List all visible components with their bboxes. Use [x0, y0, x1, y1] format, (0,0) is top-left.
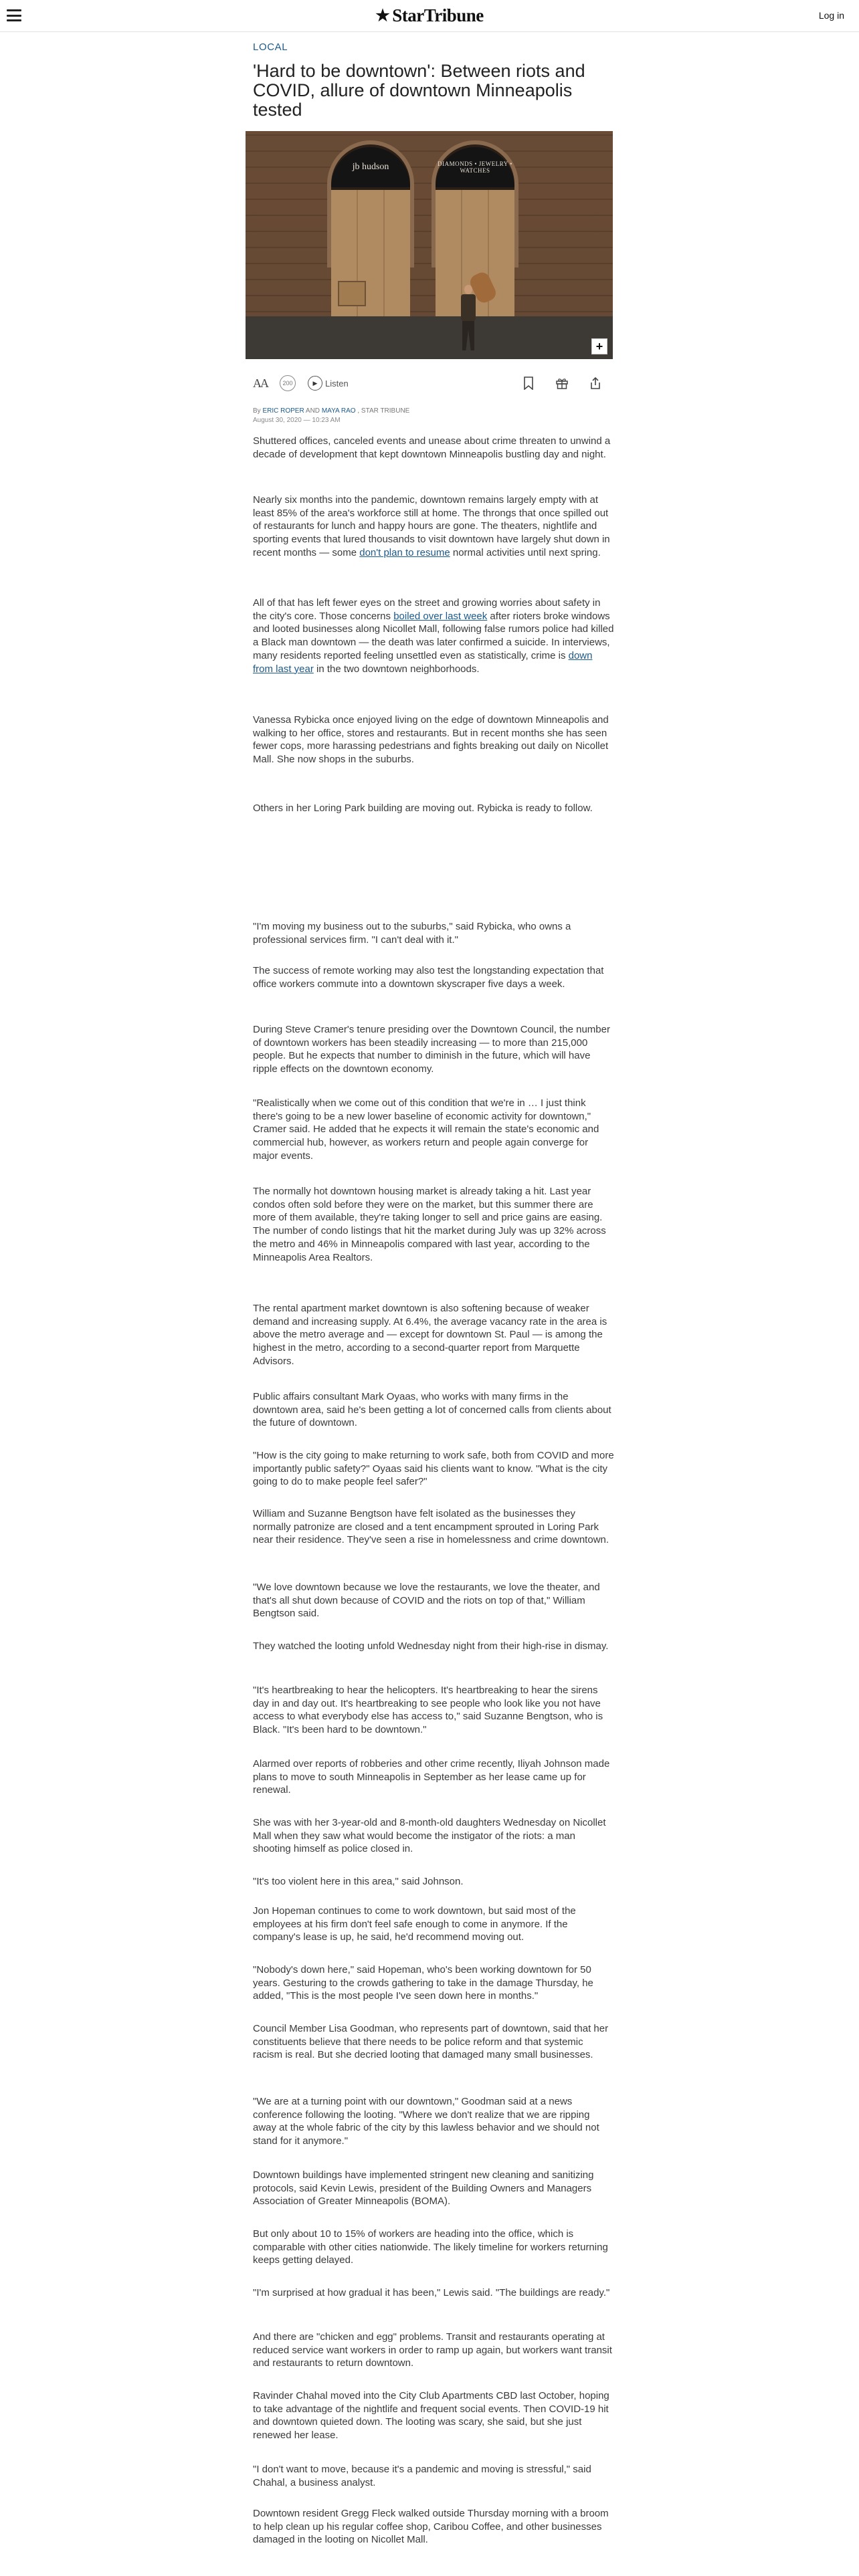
hero-cart	[338, 281, 366, 306]
hero-sidewalk	[246, 316, 613, 359]
paragraph-6: "I'm moving my business out to the suburbs," said Rybicka, who owns a professional services firm. "I can't deal with it."	[253, 921, 571, 946]
paragraph-30: "I don't want to move, because it's a pandemic and moving is stressful," said Chahal, a business analyst.	[253, 2464, 591, 2488]
author-link-eric-roper[interactable]: ERIC ROPER	[262, 407, 304, 415]
paragraph-19: She was with her 3-year-old and 8-month-old daughters Wednesday on Nicollet Mall when they saw what would become the instigator of the riots: a man shooting himself as police closed in.	[253, 1817, 606, 1855]
publish-date: August 30, 2020 — 10:23 AM	[253, 417, 341, 424]
paragraph-18: Alarmed over reports of robberies and other crime recently, Iliyah Johnson made plans to move to south Minneapolis in September as her lease came up for renewal.	[253, 1758, 610, 1796]
gift-icon[interactable]	[555, 376, 569, 391]
site-logo[interactable]	[375, 5, 484, 26]
site-logo-text: StarTribune	[392, 5, 484, 25]
paragraph-2-text-b: normal activities until next spring.	[450, 546, 601, 558]
bookmark-icon[interactable]	[522, 376, 535, 391]
share-icon[interactable]	[589, 376, 602, 391]
paragraph-3-text-a: All of that has left fewer eyes on the street and growing worries about safety in the city's core. Those concerns	[253, 597, 601, 622]
link-boiled-over-last-week[interactable]: boiled over last week	[393, 610, 488, 622]
listen-button[interactable]	[308, 376, 349, 391]
paragraph-2-text-a: Nearly six months into the pandemic, downtown remains largely empty with at least 85% of the area's workforce still at home. The throngs that once spilled out of restaurants for lunch and happy hours are gone. The theaters, nightlife and sporting events that lured thousands to visit downtown have largely shut down in recent months — some	[253, 494, 610, 558]
hero-awning-left: jb hudson	[331, 147, 410, 187]
pedestrian-body	[461, 294, 476, 321]
paragraph-11: The rental apartment market downtown is also softening because of weaker demand and increasing supply. At 6.4%, the average vacancy rate in the area is above the metro average and — except for downtown St. Paul — is among the highest in the metro, according to a second-quarter report from Marquette Advisors.	[253, 1303, 607, 1367]
login-link[interactable]: Log in	[818, 10, 844, 21]
listen-label: Listen	[325, 378, 349, 389]
article-tools	[253, 374, 614, 392]
pedestrian-legs	[462, 321, 474, 350]
paragraph-31: Downtown resident Gregg Fleck walked outside Thursday morning with a broom to help clean up his regular coffee shop, Caribou Coffee, and other businesses damaged in the looting on Nicollet Mall.	[253, 2508, 609, 2546]
paragraph-29: Ravinder Chahal moved into the City Club Apartments CBD last October, hoping to take advantage of the nightlife and frequent social events. Then COVID-19 hit and downtown quieted down. The looting was scary, she said, but she just renewed her lease.	[253, 2390, 609, 2442]
byline-and: AND	[304, 407, 322, 415]
paragraph-25: Downtown buildings have implemented stringent new cleaning and sanitizing protocols, said Kevin Lewis, president of the Building Owners and Managers Association of Greater Minneapolis (BOMA).	[253, 2169, 594, 2208]
paragraph-28: And there are "chicken and egg" problems. Transit and restaurants operating at reduced service want workers in order to ramp up again, but workers want transit and restaurants to return downtown.	[253, 2331, 612, 2369]
paragraph-26: But only about 10 to 15% of workers are heading into the office, which is comparable with other cities nationwide. The likely timeline for workers returning keeps getting delayed.	[253, 2228, 608, 2266]
play-icon: ▶	[308, 376, 322, 391]
star-icon: ★	[375, 7, 390, 25]
paragraph-17: "It's heartbreaking to hear the helicopters. It's heartbreaking to hear the sirens day in and day out. It's heartbreaking to see people who look like you not have access to what everybody else has access to," said Suzanne Bengtson, who is Black. "It's been hard to be downtown."	[253, 1685, 603, 1736]
paragraph-10: The normally hot downtown housing market is already taking a hit. Last year condos often sold before they were on the market, but this summer there are more of them available, they're taking longer to sell and price gains are easing. The number of condo listings that hit the market during July was up 32% across the metro and 46% in Minneapolis compared with last year, according to the Minneapolis Area Realtors.	[253, 1186, 606, 1263]
paragraph-21: Jon Hopeman continues to come to work downtown, but said most of the employees at his firm don't feel safe enough to come in anymore. If the company's lease is up, he said, he'd recommend moving out.	[253, 1905, 576, 1943]
author-link-maya-rao[interactable]: MAYA RAO	[321, 407, 356, 415]
hero-image[interactable]	[246, 131, 613, 359]
paragraph-13: "How is the city going to make returning to work safe, both from COVID and more importantly public safety?" Oyaas said his clients want to know. "What is the city going to do to make people feel safer?"	[253, 1450, 614, 1488]
paragraph-7: The success of remote working may also test the longstanding expectation that office workers commute into a downtown skyscraper five days a week.	[253, 965, 604, 990]
paragraph-3	[253, 597, 614, 675]
article-headline: 'Hard to be downtown': Between riots and COVID, allure of downtown Minneapolis tested	[253, 61, 585, 120]
paragraph-27: "I'm surprised at how gradual it has been," Lewis said. "The buildings are ready."	[253, 2287, 610, 2298]
paragraph-20: "It's too violent here in this area," said Johnson.	[253, 1876, 464, 1887]
paragraph-16: They watched the looting unfold Wednesday night from their high-rise in dismay.	[253, 1640, 609, 1652]
byline	[253, 407, 614, 415]
paragraph-12: Public affairs consultant Mark Oyaas, who works with many firms in the downtown area, said he's been getting a lot of concerned calls from clients about the future of downtown.	[253, 1391, 611, 1429]
byline-prefix: By	[253, 407, 263, 415]
byline-outlet: , STAR TRIBUNE	[355, 407, 410, 415]
paragraph-24: "We are at a turning point with our downtown," Goodman said at a news conference following the looting. "Where we don't realize that we are ripping away at the whole fabric of the city by this lawless behavior and we should not stand for it anymore."	[253, 2096, 599, 2147]
paragraph-3-text-b: after rioters broke windows and looted businesses along Nicollet Mall, following false rumors police had killed a Black man downtown — the death was later confirmed a suicide. In interviews, many residents reported feeling unsettled even as statistically, crime is	[253, 610, 614, 661]
paragraph-4: Vanessa Rybicka once enjoyed living on the edge of downtown Minneapolis and walking to her office, stores and restaurants. But in recent months she has seen fewer cops, more harassing pedestrians and fights breaking out daily on Nicollet Mall. She now shops in the suburbs.	[253, 714, 609, 766]
paragraph-14: William and Suzanne Bengtson have felt isolated as the businesses they normally patronize are closed and a tent encampment sprouted in Loring Park near their residence. They've seen a rise in homelessness and crime downtown.	[253, 1508, 609, 1546]
hamburger-menu-icon[interactable]	[5, 7, 23, 23]
paragraph-22: "Nobody's down here," said Hopeman, who's been working downtown for 50 years. Gesturing to the crowds gathering to take in the damage Thursday, he added, "This is the most people I've seen down here in months."	[253, 1964, 593, 2002]
link-down-from-last-year[interactable]: down from last year	[253, 649, 593, 675]
article-actions	[522, 374, 602, 392]
top-navigation-bar	[0, 0, 859, 32]
hero-awning-right: DIAMONDS • JEWELRY • WATCHES	[436, 147, 514, 187]
comments-button[interactable]	[280, 375, 296, 391]
paragraph-15: "We love downtown because we love the restaurants, we love the theater, and that's all shut down because of COVID and the riots on top of that," William Bengtson said.	[253, 1582, 600, 1620]
font-size-icon: AA	[253, 376, 268, 390]
expand-image-icon[interactable]: +	[591, 338, 607, 354]
paragraph-8: During Steve Cramer's tenure presiding over the Downtown Council, the number of downtown workers has been steadily increasing — to more than 215,000 people. But he expects that number to diminish in the future, which will have ripple effects on the downtown economy.	[253, 1024, 610, 1075]
hero-pedestrian	[458, 285, 478, 350]
paragraph-5: Others in her Loring Park building are moving out. Rybicka is ready to follow.	[253, 802, 593, 814]
paragraph-2	[253, 494, 614, 560]
paragraph-23: Council Member Lisa Goodman, who represents part of downtown, said that her constituents believe that there needs to be police reform and that systemic racism is real. But she decried looting that damaged many small businesses.	[253, 2023, 609, 2061]
font-size-button[interactable]	[253, 377, 268, 391]
paragraph-1: Shuttered offices, canceled events and unease about crime threaten to unwind a decade of development that kept downtown Minneapolis bustling day and night.	[253, 435, 611, 460]
section-label[interactable]: LOCAL	[253, 41, 288, 53]
paragraph-9: "Realistically when we come out of this condition that we're in … I just think there's going to be a new lower baseline of economic activity for downtown," Cramer said. He added that he expects it will remain the state's economic and commercial hub, however, as workers return and people again converge for major events.	[253, 1097, 599, 1162]
paragraph-3-text-c: in the two downtown neighborhoods.	[313, 663, 480, 675]
comments-icon: 200	[280, 375, 296, 391]
pedestrian-head	[464, 285, 472, 294]
link-dont-plan-to-resume[interactable]: don't plan to resume	[359, 546, 450, 558]
